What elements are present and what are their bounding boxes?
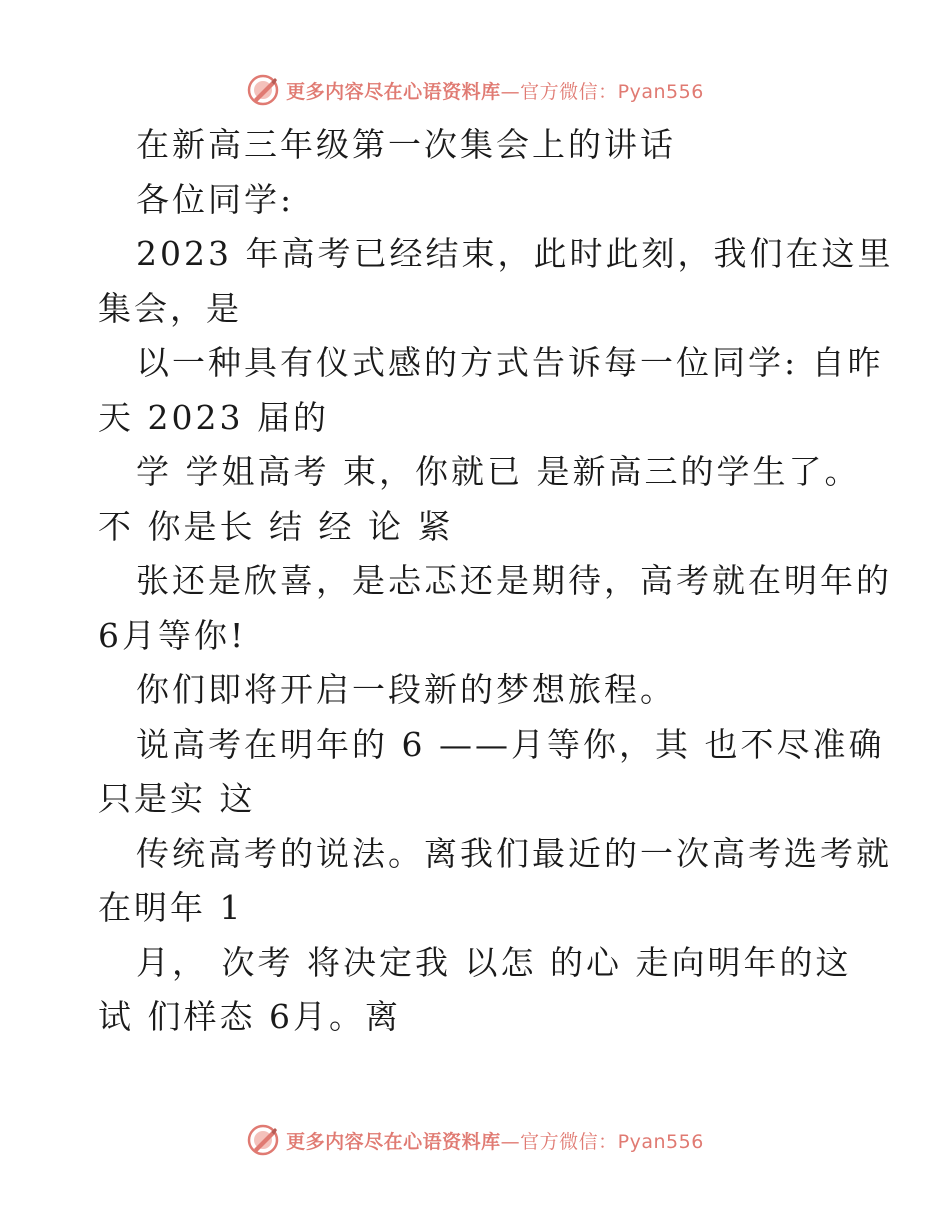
document-line: 张还是欣喜，是忐忑还是期待，高考就在明年的 — [136, 561, 892, 600]
document-line: 试 们样态 6月。离 — [98, 997, 401, 1036]
footer-watermark-banner — [0, 1120, 950, 1160]
watermark-text — [286, 1127, 704, 1154]
document-line: 各位同学: — [136, 179, 295, 219]
document-line: 传统高考的说法。离我们最近的一次高考选考就 — [136, 833, 892, 873]
watermark-contact: —官方微信：Pyan556 — [500, 1130, 704, 1153]
document-line: 你们即将开启一段新的梦想旅程。 — [136, 670, 676, 709]
document-line: 不 你是长 结 经 论 紧 — [98, 506, 454, 546]
document-line: 集会，是 — [98, 288, 242, 328]
document-line: 月， 次考 将决定我 以怎 的心 走向明年的这 — [136, 942, 852, 982]
seal-pen-logo-icon — [246, 1123, 280, 1157]
watermark-brand: 更多内容尽在心语资料库 — [286, 80, 501, 103]
seal-pen-logo-icon — [246, 73, 280, 107]
document-line: 6月等你! — [98, 615, 247, 655]
header-watermark-banner — [0, 70, 950, 110]
watermark-contact: —官方微信：Pyan556 — [500, 80, 704, 103]
document-line: 只是实 这 — [98, 779, 256, 818]
document-line: 说高考在明年的 6 ——月等你，其 也不尽准确 — [136, 724, 885, 764]
document-body — [98, 118, 894, 1045]
document-title: 在新高三年级第一次集会上的讲话 — [136, 125, 676, 164]
document-line: 以一种具有仪式感的方式告诉每一位同学: 自昨 — [136, 343, 884, 382]
watermark-text — [286, 77, 704, 104]
document-line: 天 2023 届的 — [98, 397, 329, 437]
document-line: 学 学姐高考 束，你就已 是新高三的学生了。 — [136, 452, 861, 491]
watermark-brand: 更多内容尽在心语资料库 — [286, 1130, 501, 1153]
document-line: 2023 年高考已经结束，此时此刻，我们在这里 — [136, 234, 894, 273]
document-line: 在明年 1 — [98, 888, 244, 927]
